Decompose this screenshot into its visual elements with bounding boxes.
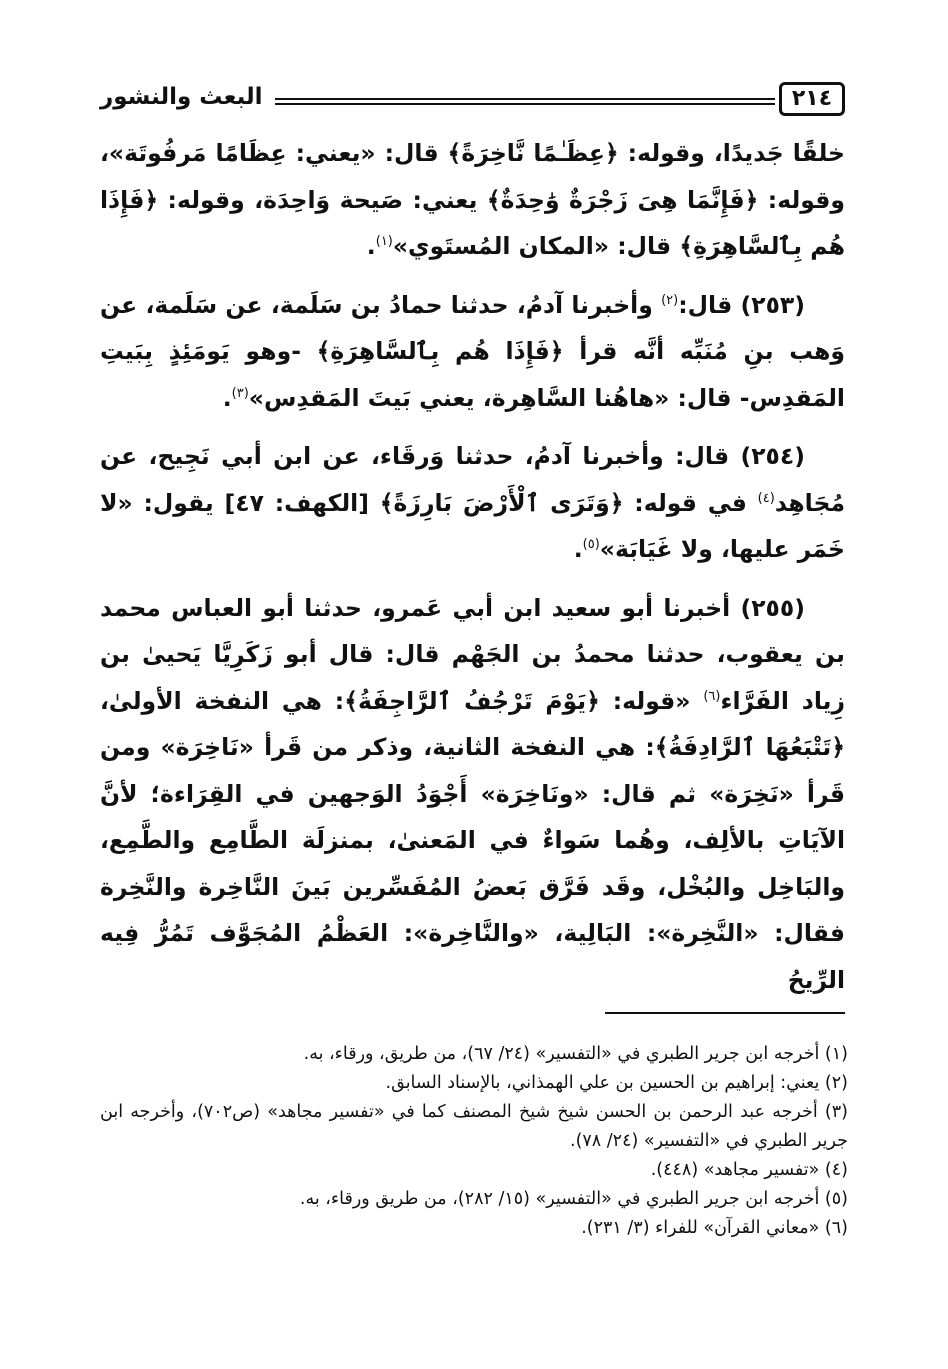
footnote-ref: (٦) [703,688,721,704]
paragraph-255 [100,585,845,1004]
paragraph-continuation [100,130,845,270]
footnote-separator [605,1012,845,1014]
header-rule [275,98,775,105]
footnote-ref: (٢) [661,292,679,308]
footnote-ref: (٥) [582,537,600,553]
page-header [100,78,845,122]
paragraph-text: (٢٥٣) قال: [678,290,806,319]
paragraph-254 [100,433,845,573]
paragraph-text: (٢٥٤) قال: وأخبرنا آدمُ، حدثنا وَرقَاء، عن ابن أبي نَجِيح، عن مُجَاهِد [100,442,845,517]
paragraph-end: . [222,383,232,412]
footnote-2: (٢) يعني: إبراهيم بن الحسين بن علي الهمذاني، بالإسناد السابق. [385,1073,848,1093]
paragraph-text: وأخبرنا آدمُ، حدثنا حمادُ بن سَلَمة، عن سَلَمة، عن وَهب بنِ مُنَبِّه أنَّه قرأ ﴿فَإِذَا هُم بِٱلسَّاهِرَةِ﴾ -وهو يَومَئِذٍ بِبَيتِ المَقدِس- قال: «هاهُنا السَّاهِرة، يعني بَيتَ المَقدِس» [100,290,845,412]
running-title: البعث والنشور [100,84,263,110]
paragraph-end: . [573,535,583,563]
paragraph-253 [100,282,845,422]
footnote-ref: (٣) [231,385,249,401]
footnote-5: (٥) أخرجه ابن جرير الطبري في «التفسير» (١٥/ ٢٨٢)، من طريق ورقاء، به. [299,1189,848,1209]
paragraph-end: . [366,232,376,260]
paragraph-text: (٢٥٥) أخبرنا أبو سعيد ابن أبي عَمرو، حدثنا أبو العباس محمد بن يعقوب، حدثنا محمدُ بن الجَهْم قال: قال أبو زَكَرِيَّا يَحيىٰ بن زِياد الفَرَّاء [100,593,845,715]
footnote-1: (١) أخرجه ابن جرير الطبري في «التفسير» (٢٤/ ٦٧)، من طريق، ورقاء، به. [303,1044,848,1064]
footnotes [100,1040,848,1243]
paragraph-text: خلقًا جَديدًا، وقوله: ﴿عِظَـٰمًا نَّاخِرَةً﴾ قال: «يعني: عِظَامًا مَرفُوتَة»، وقوله: ﴿فَإِنَّمَا هِىَ زَجْرَةٌ وَٰحِدَةٌ﴾ يعني: صَيحة وَاحِدَة، وقوله: ﴿فَإِذَا هُم بِٱلسَّاهِرَةِ﴾ قال: «المكان المُستَوي» [100,139,845,260]
paragraph-text: «قوله: ﴿يَوْمَ تَرْجُفُ ٱلرَّاجِفَةُ﴾: هي النفخة الأولىٰ، ﴿تَتْبَعُهَا ٱلرَّادِفَةُ﴾: هي النفخة الثانية، وذكر من قَرأ «نَاخِرَة» ومن قَرأ «نَخِرَة» ثم قال: «ونَاخِرَة» أَجْوَدُ الوَجهين في القِرَاءة؛ لأنَّ الآيَاتِ بالألِف، وهُما سَواءٌ في المَعنىٰ، بمنزلَة الطَّامِع والطَّمِع، والبَاخِل والبُخْل، وقَد فَرَّق بَعضُ المُفَسِّرين بَينَ النَّاخِرة والنَّخِرة فقال: «النَّخِرة»: البَالِية، «والنَّاخِرة»: العَظْمُ المُجَوَّف تَمُرُّ فِيه الرِّيحُ [100,686,845,994]
paragraph-text: في قوله: ﴿وَتَرَى ٱلْأَرْضَ بَارِزَةً﴾ [الكهف: ٤٧] يقول: «لا خَمَر عليها، ولا غَيَابَة» [100,488,845,563]
page-number: ٢١٤ [779,82,845,116]
main-text [100,130,845,1015]
footnote-ref: (٤) [757,490,775,506]
footnote-4: (٤) «تفسير مجاهد» (٤٤٨). [650,1160,848,1180]
footnote-3: (٣) أخرجه عبد الرحمن بن الحسن شيخ شيخ المصنف كما في «تفسير مجاهد» (ص٧٠٢)، وأخرجه ابن جرير الطبري في «التفسير» (٢٤/ ٧٨). [100,1102,848,1151]
footnote-6: (٦) «معاني القرآن» للفراء (٣/ ٢٣١). [581,1218,848,1238]
footnote-ref: (١) [375,234,393,250]
